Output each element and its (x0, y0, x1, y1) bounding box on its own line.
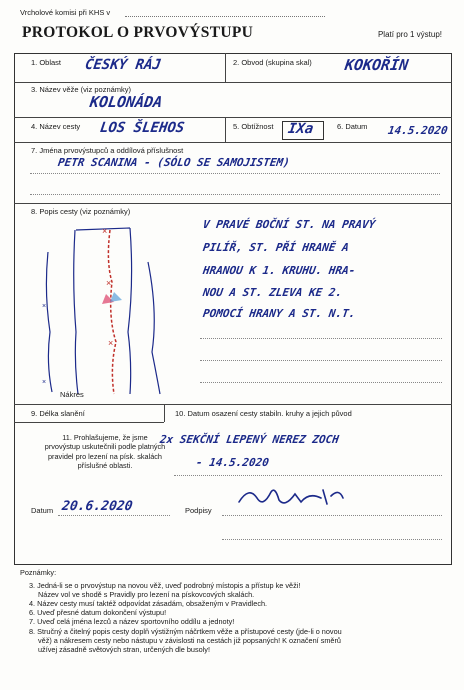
validity-note: Platí pro 1 výstup! (377, 30, 442, 39)
description-line[interactable]: PILÍŘ, ST. PŘÍ HRANĚ A (202, 241, 350, 254)
description-line[interactable]: V PRAVÉ BOČNÍ ST. NA PRAVÝ (202, 218, 377, 231)
dotted-line (30, 173, 440, 174)
note-item: 7. Uveď celá jména lezců a název sportovního oddílu a jednoty! (29, 617, 235, 627)
anchors-line[interactable]: - 14.5.2020 (195, 456, 270, 469)
route-name-value[interactable]: LOS ŠLEHOS (98, 120, 186, 136)
dotted-line (200, 360, 442, 361)
notes-section (20, 568, 452, 654)
divider (225, 117, 226, 142)
region-label: 1. Oblast (31, 58, 62, 67)
tower-value[interactable]: KOLONÁDA (88, 93, 164, 111)
commission-line (125, 16, 325, 17)
route-sketch (30, 222, 180, 397)
abseil-label: 9. Délka slanění (31, 409, 85, 418)
declaration: 11. Prohlašujeme, že jsme prvovýstup uskutečnili podle platných pravidel pro lezení na písk. skalách příslušné oblasti. (44, 433, 166, 470)
tower-outline (128, 228, 132, 394)
note-item: užívej zásadně světových stran, určených dle busoly! (38, 644, 210, 654)
rule (14, 404, 452, 405)
declaration-date-value[interactable]: 20.6.2020 (60, 499, 134, 514)
description-line[interactable]: POMOCÍ HRANY A ST. N.T. (202, 307, 357, 320)
region-value[interactable]: ČESKÝ RÁJ (83, 57, 162, 73)
note-item: 8. Stručný a čitelný popis cesty doplň výstižným náčrtkem věže a přístupové cesty (jde-li o novou (29, 626, 342, 636)
tower-outline (46, 252, 52, 392)
rule (14, 117, 452, 118)
note-item: 3. Jedná-li se o prvovýstup na novou věž, uveď podrobný místopis a přístup ke věži! (29, 581, 301, 591)
route-line (108, 230, 116, 394)
signatures-label: Podpisy (185, 506, 212, 515)
stamp-mark (110, 292, 122, 302)
rule (14, 422, 164, 423)
climbers-label: 7. Jména prvovýstupců a oddílová příslušnost (31, 146, 184, 155)
anchors-line[interactable]: 2x SEKČNÍ LEPENÝ NEREZ ZOCH (159, 433, 340, 446)
sketch-mark: × (42, 379, 47, 386)
signature (235, 484, 355, 512)
description-line[interactable]: HRANOU K 1. KRUHU. HRA- (202, 264, 357, 277)
sketch-label: Nákres (60, 390, 84, 399)
ring-marker: × (108, 338, 114, 348)
dotted-line (174, 475, 442, 476)
notes-heading: Poznámky: (20, 568, 57, 577)
ring-marker: × (106, 278, 112, 288)
district-label: 2. Obvod (skupina skal) (233, 58, 312, 67)
description-line[interactable]: NOU A ST. ZLEVA KE 2. (202, 286, 343, 299)
dotted-line (30, 194, 440, 195)
grade-value[interactable]: IXa (286, 121, 315, 137)
page-title: PROTOKOL O PRVOVÝSTUPU (22, 24, 254, 41)
tower-label: 3. Název věže (viz poznámky) (31, 85, 132, 94)
divider (225, 53, 226, 82)
note-item: 6. Uveď přesné datum dokončení výstupu! (29, 608, 167, 618)
note-item: Název vol ve shodě s Pravidly pro lezení na pískovcových skalách. (38, 590, 255, 600)
top-marker: × (102, 226, 108, 236)
commission-label: Vrcholové komisi při KHS v (20, 8, 111, 17)
district-value[interactable]: KOKOŘÍN (343, 56, 410, 74)
rule (14, 203, 452, 204)
divider (164, 404, 165, 422)
dotted-line (58, 515, 170, 516)
anchors-label: 10. Datum osazení cesty stabiln. kruhy a jejich původ (175, 409, 352, 418)
grade-label: 5. Obtížnost (233, 122, 274, 131)
tower-outline (148, 262, 160, 394)
dotted-line (222, 515, 442, 516)
description-label: 8. Popis cesty (viz poznámky) (31, 207, 131, 216)
rule (14, 82, 452, 83)
dotted-line (200, 338, 442, 339)
declaration-date-label: Datum (31, 506, 54, 515)
note-item: 4. Název cesty musí taktéž odpovídat zásadám, obsaženým v Pravidlech. (29, 599, 268, 609)
date-value[interactable]: 14.5.2020 (387, 124, 449, 137)
climbers-value[interactable]: PETR SCANINA - (SÓLO SE SAMOJISTEM) (57, 156, 291, 169)
rule (14, 142, 452, 143)
dotted-line (222, 539, 442, 540)
date-label: 6. Datum (337, 122, 368, 131)
route-name-label: 4. Název cesty (31, 122, 81, 131)
signature-stroke (239, 490, 343, 504)
note-item: věž) a nákresem cesty nebo nástupu v závislosti na cestách již popsaných! K označení směrů (38, 635, 341, 645)
dotted-line (200, 382, 442, 383)
sketch-mark: × (42, 303, 47, 310)
tower-outline (74, 230, 78, 394)
